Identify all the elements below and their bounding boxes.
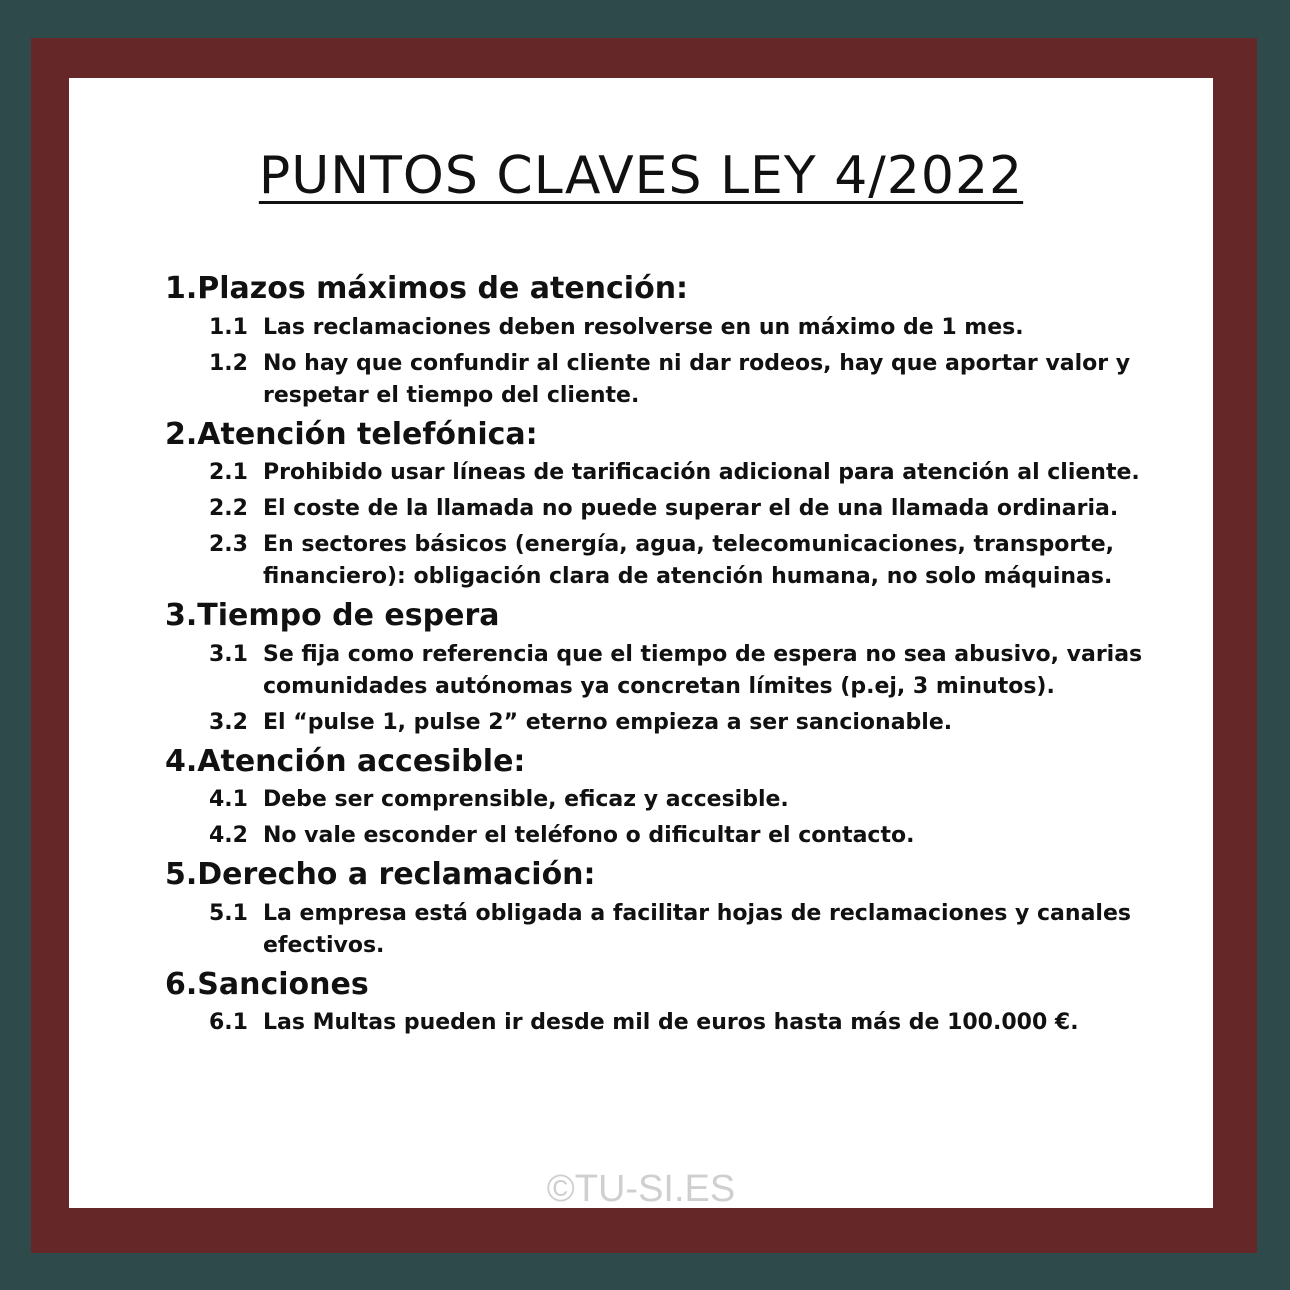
section-atencion-telefonica bbox=[165, 416, 1185, 594]
item-text: El coste de la llamada no puede superar el de una llamada ordinaria. bbox=[263, 496, 1119, 521]
list-item bbox=[209, 312, 1185, 344]
list-item bbox=[209, 784, 1185, 816]
section-atencion-accesible bbox=[165, 743, 1185, 853]
list-item bbox=[209, 529, 1185, 593]
item-text: No vale esconder el teléfono o dificultar el contacto. bbox=[263, 823, 915, 848]
item-number: 3.2 bbox=[209, 709, 248, 735]
item-number: 1.1 bbox=[209, 314, 248, 340]
list-item bbox=[209, 493, 1185, 525]
section-heading: 1.Plazos máximos de atención: bbox=[165, 271, 689, 306]
item-text: Se fija como referencia que el tiempo de espera no sea abusivo, varias comunidades autónomas ya concretan límites (p.ej, 3 minutos). bbox=[263, 641, 1143, 699]
item-number: 1.2 bbox=[209, 350, 248, 376]
section-heading: 4.Atención accesible: bbox=[165, 743, 526, 779]
item-number: 4.1 bbox=[209, 787, 248, 812]
item-text: El “pulse 1, pulse 2” eterno empieza a ser sancionable. bbox=[263, 709, 953, 735]
item-number: 2.3 bbox=[209, 532, 248, 557]
item-number: 5.1 bbox=[209, 900, 248, 926]
list-item bbox=[209, 707, 1185, 739]
item-text: Debe ser comprensible, eficaz y accesible. bbox=[263, 787, 789, 812]
section-derecho-reclamacion bbox=[165, 856, 1185, 962]
section-plazos bbox=[165, 270, 1185, 412]
item-text: Las Multas pueden ir desde mil de euros hasta más de 100.000 €. bbox=[263, 1010, 1079, 1035]
item-number: 2.1 bbox=[209, 460, 248, 485]
page-title: PUNTOS CLAVES LEY 4/2022 bbox=[258, 146, 1024, 206]
watermark: ©TU-SI.ES bbox=[546, 1168, 736, 1210]
section-heading: 3.Tiempo de espera bbox=[165, 598, 500, 633]
item-text: En sectores básicos (energía, agua, telecomunicaciones, transporte, financiero): obligación clara de atención humana, no solo máquinas. bbox=[263, 532, 1114, 589]
content bbox=[165, 270, 1185, 1043]
section-heading: 5.Derecho a reclamación: bbox=[165, 857, 596, 892]
item-number: 6.1 bbox=[209, 1010, 248, 1035]
item-text: La empresa está obligada a facilitar hojas de reclamaciones y canales efectivos. bbox=[263, 900, 1131, 958]
item-text: Prohibido usar líneas de tarificación adicional para atención al cliente. bbox=[263, 460, 1140, 485]
item-text: No hay que confundir al cliente ni dar rodeos, hay que aportar valor y respetar el tiempo del cliente. bbox=[263, 350, 1131, 408]
section-heading: 2.Atención telefónica: bbox=[165, 416, 538, 452]
maroon-frame bbox=[31, 38, 1257, 1253]
list-item bbox=[209, 639, 1185, 703]
list-item bbox=[209, 898, 1185, 962]
list-item bbox=[209, 457, 1185, 489]
list-item bbox=[209, 348, 1185, 412]
item-text: Las reclamaciones deben resolverse en un máximo de 1 mes. bbox=[263, 314, 1024, 340]
list-item bbox=[209, 1007, 1185, 1039]
list-item bbox=[209, 820, 1185, 852]
section-sanciones bbox=[165, 966, 1185, 1040]
item-number: 4.2 bbox=[209, 823, 248, 848]
section-tiempo-espera bbox=[165, 597, 1185, 739]
item-number: 3.1 bbox=[209, 641, 248, 667]
document-page bbox=[69, 78, 1213, 1208]
section-heading: 6.Sanciones bbox=[165, 966, 369, 1002]
item-number: 2.2 bbox=[209, 496, 248, 521]
